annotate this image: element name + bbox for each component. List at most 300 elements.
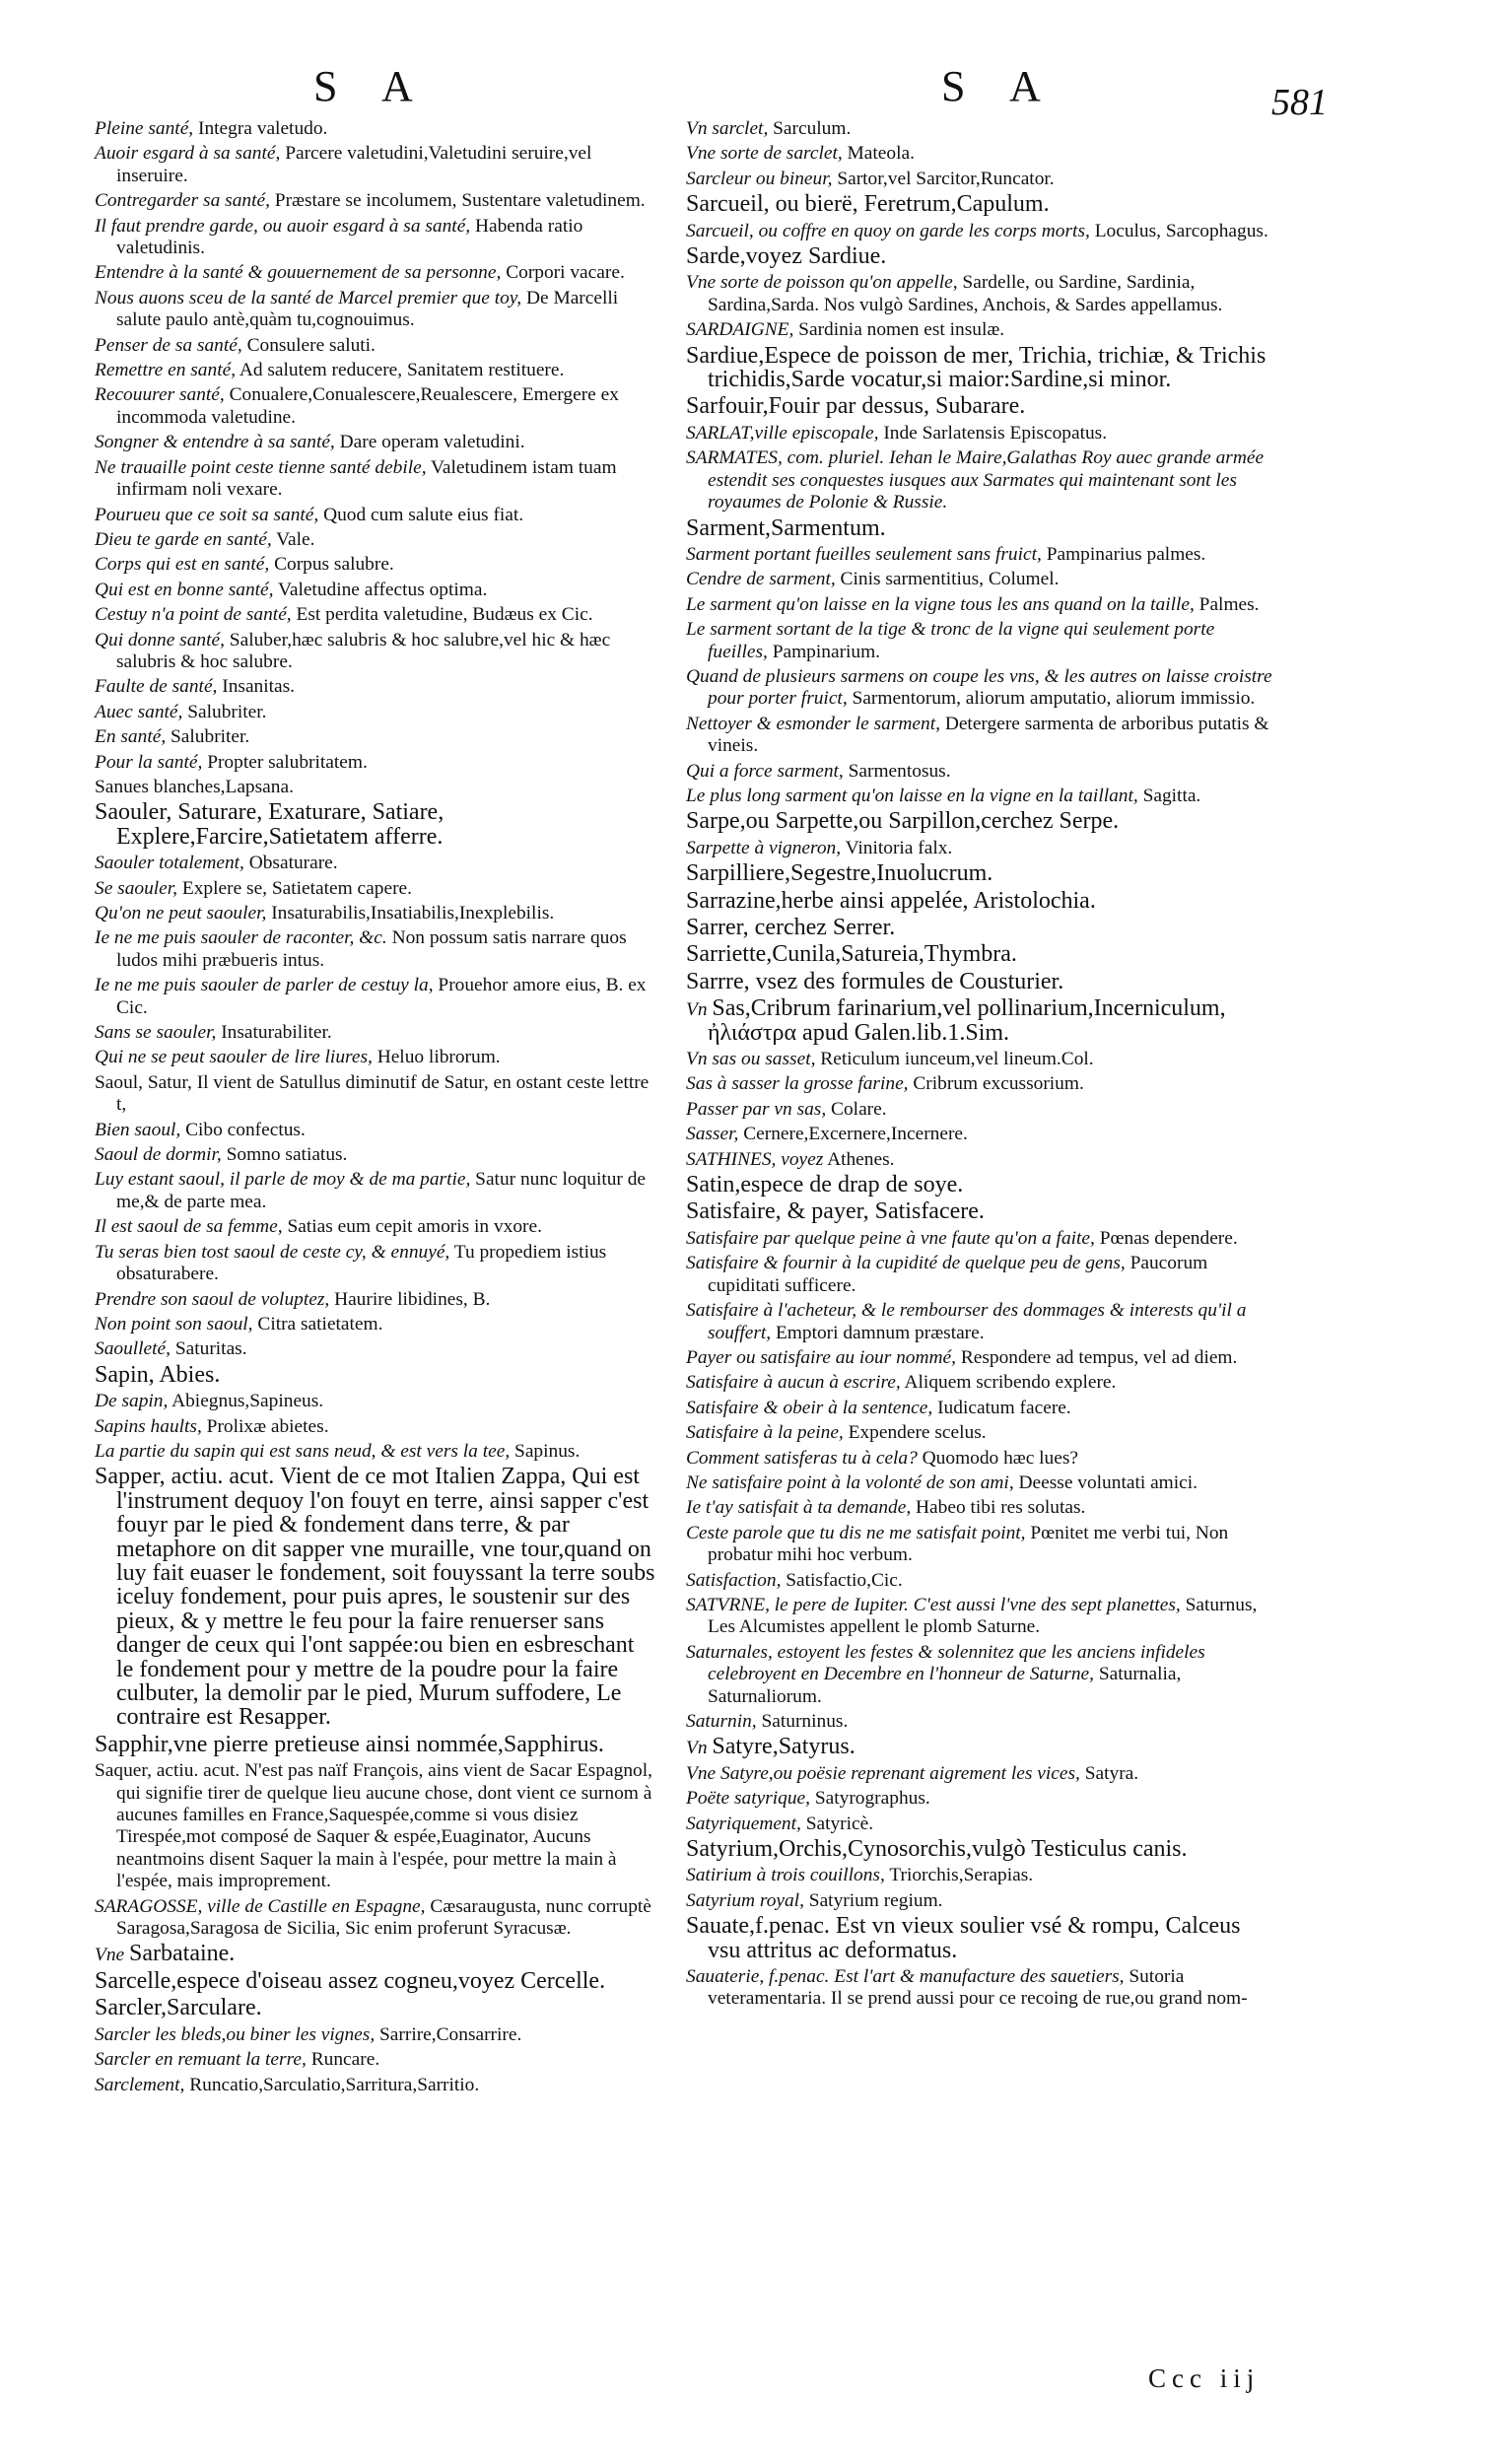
- dictionary-entry: [686, 1642, 1277, 1708]
- french-text: De sapin,: [95, 1391, 169, 1412]
- latin-text: Prolixæ abietes.: [201, 1415, 329, 1437]
- french-text: Quand de plusieurs sarmens on coupe les vns, & les autres on laisse croistre pour porter fruict,: [686, 665, 1272, 710]
- latin-text: Sutoria veteramentaria. Il se prend aussi pour ce recoing de rue,ou grand nom-: [708, 1966, 1248, 2010]
- french-text: Sarpette à vigneron,: [686, 837, 842, 858]
- latin-text: Runcare.: [306, 2049, 380, 2071]
- french-text: Recouurer santé,: [95, 384, 225, 406]
- latin-text: Sarrire,Consarrire.: [375, 2023, 522, 2045]
- latin-text: Propter salubritatem.: [202, 751, 368, 773]
- left-column: [95, 118, 656, 2099]
- latin-text: Sarbataine.: [129, 1941, 236, 1967]
- latin-text: Aliquem scribendo explere.: [900, 1372, 1117, 1394]
- french-text: Vn: [686, 999, 713, 1021]
- french-text: Ne trauaille point ceste tienne santé debile,: [95, 456, 427, 478]
- dictionary-entry: [686, 514, 1277, 541]
- dictionary-entry: [686, 1915, 1277, 1963]
- french-text: Le plus long sarment qu'on laisse en la vigne en la taillant,: [686, 785, 1138, 806]
- dictionary-entry: [95, 853, 656, 874]
- latin-text: Dare operam valetudini.: [334, 432, 525, 453]
- latin-text: Sapin, Abies.: [95, 1361, 221, 1388]
- french-text: Satyriquement,: [686, 1813, 801, 1834]
- latin-text: Sarcelle,espece d'oiseau assez cogneu,voyez Cercelle.: [95, 1967, 606, 1994]
- dictionary-entry: [686, 862, 1277, 886]
- latin-text: Detergere sarmenta de arboribus putatis & vineis.: [708, 713, 1269, 757]
- french-text: Ie ne me puis saouler de raconter, &c.: [95, 927, 387, 949]
- french-text: Vn: [686, 1738, 713, 1759]
- latin-text: Vale.: [271, 528, 315, 550]
- dictionary-entry: [95, 777, 656, 798]
- latin-text: Saluber,hæc salubris & hoc salubre,vel hic & hæc salubris & hoc salubre.: [116, 629, 611, 672]
- dictionary-entry: [95, 262, 656, 284]
- running-head-right: S A: [941, 62, 1059, 110]
- latin-text: Palmes.: [1194, 593, 1260, 615]
- dictionary-entry: [686, 1448, 1277, 1470]
- latin-text: Quomodo hæc lues?: [917, 1447, 1079, 1469]
- latin-text: Valetudinem istam tuam infirmam noli vexare.: [116, 456, 617, 501]
- latin-text: Corpori vacare.: [501, 262, 625, 284]
- dictionary-entry: [95, 903, 656, 924]
- dictionary-entry: [686, 968, 1277, 994]
- dictionary-entry: [95, 118, 656, 140]
- latin-text: Prouehor amore eius, B. ex Cic.: [116, 975, 647, 1018]
- latin-text: Respondere ad tempus, vel ad diem.: [955, 1346, 1238, 1368]
- dictionary-entry: [95, 975, 656, 1019]
- dictionary-entry: [686, 1814, 1277, 1835]
- french-text: Bien saoul,: [95, 1119, 181, 1140]
- french-text: Comment satisferas tu à cela?: [686, 1447, 918, 1469]
- dictionary-entry: [95, 1361, 656, 1388]
- dictionary-entry: [686, 1523, 1277, 1567]
- french-text: Satisfaire à aucun à escrire,: [686, 1372, 901, 1394]
- french-text: Satyrium royal,: [686, 1889, 804, 1911]
- french-text: Sarcler en remuant la terre,: [95, 2049, 307, 2071]
- latin-text: Sardelle, ou Sardine, Sardinia, Sardina,Sarda. Nos vulgò Sardines, Anchois, & Sardes appellamus.: [708, 272, 1223, 315]
- latin-text: Satyricè.: [800, 1813, 874, 1834]
- dictionary-entry: [686, 1149, 1277, 1171]
- dictionary-entry: [686, 1300, 1277, 1344]
- french-text: SARDAIGNE,: [686, 319, 794, 341]
- dictionary-entry: [95, 2075, 656, 2096]
- latin-text: Sarpe,ou Sarpette,ou Sarpillon,cerchez Serpe.: [686, 808, 1120, 835]
- latin-text: Satyrium,Orchis,Cynosorchis,vulgò Testiculus canis.: [686, 1836, 1188, 1863]
- latin-text: Sarment,Sarmentum.: [686, 514, 886, 541]
- latin-text: Satur nunc loquitur de me,& de parte mea.: [116, 1169, 647, 1212]
- latin-text: Runcatio,Sarculatio,Sarritura,Sarritio.: [184, 2074, 480, 2095]
- latin-text: Tu propediem istius obsaturabere.: [116, 1241, 607, 1285]
- french-text: Sas à sasser la grosse farine,: [686, 1073, 909, 1095]
- french-text: La partie du sapin qui est sans neud, & est vers la tee,: [95, 1440, 511, 1462]
- french-text: Saturnin,: [686, 1711, 757, 1732]
- latin-text: Parcere valetudini,Valetudini seruire,vel inseruire.: [116, 143, 592, 186]
- french-text: SARMATES, com. pluriel. Iehan le Maire,Galathas Roy auec grande armée estendit ses conquestes iusques aux Sarmates qui maintenant sont les royaumes de Polonie & Russie.: [686, 447, 1265, 513]
- french-text: Cestuy n'a point de santé,: [95, 604, 292, 626]
- dictionary-entry: [95, 554, 656, 576]
- latin-text: Haurire libidines, B.: [329, 1288, 491, 1310]
- french-text: Il est saoul de sa femme,: [95, 1216, 283, 1238]
- french-text: Satisfaire & fournir à la cupidité de quelque peu de gens,: [686, 1253, 1126, 1274]
- dictionary-entry: [95, 2024, 656, 2046]
- dictionary-entry: [95, 1997, 656, 2020]
- dictionary-entry: [686, 1711, 1277, 1733]
- french-text: Remettre en santé,: [95, 360, 237, 381]
- french-text: Satirium à trois couillons,: [686, 1865, 885, 1886]
- latin-text: Sartor,vel Sarcitor,Runcator.: [832, 168, 1055, 189]
- french-text: Sarcler les bleds,ou biner les vignes,: [95, 2023, 376, 2045]
- latin-text: Pœnitet me verbi tui, Non probatur mihi hoc verbum.: [708, 1522, 1229, 1566]
- latin-text: Satyrographus.: [810, 1788, 930, 1810]
- dictionary-entry: [686, 118, 1277, 140]
- dictionary-entry: [686, 1736, 1277, 1759]
- french-text: Satisfaire & obeir à la sentence,: [686, 1397, 933, 1418]
- dictionary-entry: [95, 1022, 656, 1044]
- dictionary-entry: [95, 190, 656, 212]
- latin-text: Cinis sarmentitius, Columel.: [835, 569, 1060, 590]
- french-text: Vne Satyre,ou poësie reprenant aigrement les vices,: [686, 1762, 1080, 1784]
- right-column: [686, 118, 1277, 2014]
- latin-text: Expendere scelus.: [843, 1422, 987, 1444]
- latin-text: Sarfouir,Fouir par dessus, Subarare.: [686, 393, 1026, 420]
- french-text: SATVRNE, le pere de Iupiter. C'est aussi l'vne des sept planettes,: [686, 1594, 1181, 1615]
- latin-text: Satyre,Satyrus.: [712, 1734, 856, 1760]
- dictionary-entry: [686, 619, 1277, 663]
- french-text: Ceste parole que tu dis ne me satisfait point,: [686, 1522, 1026, 1543]
- latin-text: Sarde,voyez Sardiue.: [686, 243, 887, 270]
- dictionary-entry: [95, 384, 656, 429]
- dictionary-entry: [686, 221, 1277, 242]
- latin-text: Abiegnus,Sapineus.: [168, 1391, 324, 1412]
- latin-text: Sarcueil, ou bierë, Feretrum,Capulum.: [686, 191, 1050, 218]
- latin-text: Satias eum cepit amoris in vxore.: [282, 1216, 542, 1238]
- dictionary-entry: [95, 726, 656, 748]
- dictionary-entry: [95, 505, 656, 526]
- dictionary-entry: [95, 801, 656, 850]
- french-text: Sarcueil, ou coffre en quoy on garde les corps morts,: [686, 220, 1090, 241]
- french-text: Nettoyer & esmonder le sarment,: [686, 713, 940, 734]
- dictionary-entry: [686, 342, 1277, 393]
- latin-text: Cæsaraugusta, nunc corruptè Saragosa,Saragosa de Sicilia, Sic enim proferunt Syracusæ.: [116, 1895, 651, 1940]
- latin-text: Sas,Cribrum farinarium,vel pollinarium,Incerniculum, ἠλιάστρα apud Galen.lib.1.Sim.: [708, 995, 1226, 1046]
- french-text: SARLAT,ville episcopale,: [686, 422, 879, 444]
- latin-text: Sapphir,vne pierre pretieuse ainsi nommée,Sapphirus.: [95, 1731, 604, 1757]
- french-text: Il faut prendre garde, ou auoir esgard à sa santé,: [95, 215, 471, 237]
- dictionary-entry: [686, 761, 1277, 783]
- latin-text: Reticulum iunceum,vel lineum.Col.: [815, 1049, 1094, 1070]
- french-text: Passer par vn sas,: [686, 1098, 827, 1120]
- french-text: Vne sorte de sarclet,: [686, 143, 843, 165]
- dictionary-entry: [686, 272, 1277, 316]
- latin-text: Triorchis,Serapias.: [884, 1865, 1034, 1886]
- dictionary-entry: [686, 544, 1277, 566]
- dictionary-entry: [95, 752, 656, 774]
- latin-text: Sauate,f.penac. Est vn vieux soulier vsé & rompu, Calceus vsu attritus ac deformatus.: [686, 1913, 1241, 1963]
- latin-text: Satin,espece de drap de soye.: [686, 1172, 964, 1198]
- latin-text: Heluo librorum.: [372, 1047, 501, 1068]
- french-text: Pourueu que ce soit sa santé,: [95, 504, 319, 525]
- dictionary-entry: [95, 360, 656, 381]
- dictionary-entry: [686, 447, 1277, 513]
- dictionary-entry: [95, 1731, 656, 1757]
- french-text: Sapins haults,: [95, 1415, 202, 1437]
- french-text: Cendre de sarment,: [686, 569, 836, 590]
- latin-text: Saturnus, Les Alcumistes appellent le plomb Saturne.: [708, 1594, 1258, 1638]
- latin-text: Sanues blanches,Lapsana.: [95, 776, 294, 797]
- dictionary-entry: [95, 1169, 656, 1213]
- french-text: Contregarder sa santé,: [95, 190, 270, 212]
- latin-text: Saturninus.: [756, 1711, 849, 1732]
- dictionary-entry: [95, 702, 656, 723]
- dictionary-entry: [686, 1865, 1277, 1886]
- dictionary-entry: [686, 1890, 1277, 1912]
- dictionary-entry: [95, 1760, 656, 1892]
- french-text: Qui a force sarment,: [686, 760, 844, 782]
- dictionary-entry: [686, 1174, 1277, 1198]
- dictionary-entry: [686, 887, 1277, 914]
- french-text: Saouler totalement,: [95, 853, 244, 874]
- latin-text: Satisfactio,Cic.: [781, 1569, 903, 1591]
- dictionary-entry: [95, 1391, 656, 1412]
- dictionary-entry: [686, 193, 1277, 217]
- latin-text: Inde Sarlatensis Episcopatus.: [878, 422, 1108, 444]
- french-text: Non point son saoul,: [95, 1313, 253, 1335]
- latin-text: Saturnalia, Saturnaliorum.: [708, 1664, 1182, 1707]
- dictionary-entry: [95, 529, 656, 551]
- signature-mark: Ccc iij: [1148, 2363, 1261, 2393]
- french-text: Dieu te garde en santé,: [95, 528, 272, 550]
- french-text: Sarcleur ou bineur,: [686, 168, 833, 189]
- latin-text: Corpus salubre.: [269, 554, 394, 576]
- latin-text: Iudicatum facere.: [932, 1397, 1071, 1418]
- french-text: Auec santé,: [95, 701, 183, 722]
- latin-text: Saquer, actiu. acut. N'est pas naïf François, ains vient de Sacar Espagnol, qui signifie tirer de quelque lieu aucune chose, dont vient ce surnom à aucunes familles en France,Saquespée,comme si vous disiez Tirespée,mot composé de Saquer & espée,Euaginator, Aucuns neantmoins disent Saquer la main à l'espée, pour mettre la main à l'espée, mais improprement.: [95, 1760, 652, 1892]
- dictionary-entry: [686, 245, 1277, 269]
- dictionary-entry: [95, 878, 656, 900]
- latin-text: Cribrum excussorium.: [908, 1073, 1084, 1095]
- latin-text: Colare.: [826, 1098, 887, 1120]
- dictionary-entry: [95, 2049, 656, 2071]
- french-text: Ie ne me puis saouler de parler de cestuy la,: [95, 975, 434, 996]
- dictionary-entry: [95, 1047, 656, 1068]
- french-text: Luy estant saoul, il parle de moy & de ma partie,: [95, 1169, 471, 1191]
- dictionary-entry: [95, 1314, 656, 1335]
- latin-text: Habenda ratio valetudinis.: [116, 215, 583, 259]
- latin-text: Pampinarium.: [767, 641, 881, 662]
- dictionary-entry: [686, 917, 1277, 940]
- french-text: Pour la santé,: [95, 751, 203, 773]
- dictionary-entry: [686, 1595, 1277, 1639]
- french-text: En santé,: [95, 726, 167, 748]
- french-text: Penser de sa santé,: [95, 334, 242, 356]
- dictionary-entry: [95, 1120, 656, 1141]
- dictionary-entry: [686, 838, 1277, 859]
- french-text: Songner & entendre à sa santé,: [95, 432, 335, 453]
- dictionary-entry: [686, 1497, 1277, 1519]
- latin-text: Pœnas dependere.: [1094, 1227, 1238, 1249]
- dictionary-entry: [95, 580, 656, 601]
- french-text: Se saouler,: [95, 877, 178, 899]
- french-text: SATHINES, voyez: [686, 1148, 824, 1170]
- dictionary-entry: [95, 143, 656, 187]
- latin-text: Mateola.: [842, 143, 915, 165]
- latin-text: Sarrer, cerchez Serrer.: [686, 915, 896, 940]
- latin-text: Citra satietatem.: [252, 1313, 383, 1335]
- dictionary-entry: [95, 630, 656, 674]
- latin-text: Sarmentosus.: [843, 760, 951, 782]
- latin-text: Emptori damnum præstare.: [771, 1322, 985, 1343]
- french-text: Saoul de dormir,: [95, 1144, 222, 1166]
- dictionary-entry: [95, 288, 656, 332]
- french-text: Ie t'ay satisfait à ta demande,: [686, 1497, 912, 1519]
- dictionary-entry: [686, 395, 1277, 419]
- dictionary-entry: [95, 432, 656, 453]
- latin-text: Sagitta.: [1137, 785, 1201, 806]
- dictionary-entry: [686, 143, 1277, 165]
- french-text: Sans se saouler,: [95, 1022, 217, 1044]
- dictionary-entry: [95, 927, 656, 972]
- dictionary-entry: [95, 1338, 656, 1360]
- latin-text: Explere se, Satietatem capere.: [177, 877, 412, 899]
- dictionary-entry: [95, 1896, 656, 1941]
- dictionary-entry: [686, 1372, 1277, 1394]
- dictionary-entry: [686, 1398, 1277, 1419]
- dictionary-entry: [686, 1472, 1277, 1494]
- latin-text: Loculus, Sarcophagus.: [1089, 220, 1268, 241]
- dictionary-entry: [95, 1289, 656, 1311]
- latin-text: Insaturabiliter.: [216, 1022, 332, 1044]
- french-text: Saturnales, estoyent les festes & solennitez que les anciens infideles celebroyent en Decembre en l'honneur de Saturne,: [686, 1641, 1205, 1685]
- dictionary-entry: [686, 1124, 1277, 1145]
- french-text: Auoir esgard à sa santé,: [95, 143, 281, 165]
- french-text: Le sarment sortant de la tige & tronc de la vigne qui seulement porte fueilles,: [686, 619, 1215, 662]
- latin-text: Sardiue,Espece de poisson de mer, Trichia, trichiæ, & Trichis trichidis,Sarde vocatur,si maior:Sardine,si minor.: [686, 342, 1266, 393]
- latin-text: Præstare se incolumem, Sustentare valetudinem.: [269, 190, 646, 212]
- latin-text: Sapinus.: [510, 1440, 581, 1462]
- dictionary-entry: [686, 1228, 1277, 1250]
- dictionary-entry: [686, 423, 1277, 445]
- latin-text: Sarcler,Sarculare.: [95, 1995, 262, 2021]
- french-text: Qui donne santé,: [95, 629, 225, 650]
- latin-text: Ad salutem reducere, Sanitatem restituere.: [236, 360, 565, 381]
- french-text: Ne satisfaire point à la volonté de son ami,: [686, 1472, 1014, 1493]
- dictionary-entry: [95, 1072, 656, 1117]
- latin-text: Sarculum.: [768, 118, 852, 139]
- dictionary-entry: [686, 1570, 1277, 1592]
- latin-text: Saoul, Satur, Il vient de Satullus diminutif de Satur, en ostant ceste lettre t,: [95, 1071, 650, 1116]
- french-text: Sasser,: [686, 1124, 739, 1145]
- latin-text: Habeo tibi res solutas.: [911, 1497, 1086, 1519]
- latin-text: Consulere saluti.: [241, 334, 376, 356]
- latin-text: Cernere,Excernere,Incernere.: [738, 1124, 968, 1145]
- french-text: Faulte de santé,: [95, 676, 218, 698]
- latin-text: Deesse voluntati amici.: [1013, 1472, 1198, 1493]
- dictionary-entry: [686, 666, 1277, 711]
- latin-text: Est perdita valetudine, Budæus ex Cic.: [291, 604, 593, 626]
- dictionary-entry: [95, 1441, 656, 1463]
- french-text: Entendre à la santé & gouuernement de sa personne,: [95, 262, 502, 284]
- latin-text: Satyrium regium.: [803, 1889, 943, 1911]
- dictionary-entry: [686, 1966, 1277, 2011]
- latin-text: Conualere,Conualescere,Reualescere, Emergere ex incommoda valetudine.: [116, 384, 619, 428]
- latin-text: Athenes.: [823, 1148, 895, 1170]
- dictionary-entry: [686, 319, 1277, 341]
- dictionary-entry: [95, 457, 656, 502]
- dictionary-entry: [686, 169, 1277, 190]
- dictionary-entry: [686, 569, 1277, 590]
- latin-text: De Marcelli salute paulo antè,quàm tu,cognouimus.: [116, 287, 619, 331]
- latin-text: Valetudine affectus optima.: [273, 579, 488, 600]
- latin-text: Sardinia nomen est insulæ.: [793, 319, 1005, 341]
- latin-text: Cibo confectus.: [180, 1119, 306, 1140]
- french-text: Tu seras bien tost saoul de ceste cy, & ennuyé,: [95, 1241, 450, 1263]
- french-text: Payer ou satisfaire au iour nommé,: [686, 1346, 956, 1368]
- dictionary-entry: [686, 810, 1277, 834]
- dictionary-entry: [95, 216, 656, 260]
- french-text: Poëte satyrique,: [686, 1788, 811, 1810]
- latin-text: Salubriter.: [166, 726, 250, 748]
- latin-text: Pampinarius palmes.: [1041, 543, 1206, 565]
- latin-text: Saouler, Saturare, Exaturare, Satiare, Explere,Farcire,Satietatem afferre.: [95, 799, 445, 850]
- french-text: Saoulleté,: [95, 1338, 171, 1360]
- latin-text: Sarriette,Cunila,Satureia,Thymbra.: [686, 941, 1017, 968]
- dictionary-entry: [686, 1253, 1277, 1297]
- latin-text: Sapper, actiu. acut. Vient de ce mot Italien Zappa, Qui est l'instrument dequoy l'on fouyt en terre, ainsi sapper c'est fouyr par le pied & fondement dans terre, & par metaphore on dit sapper vne muraille, vne tour,quand on luy fait euaser le fondement, soit fouyssant la terre soubs iceluy fondement, pour puis apres, le soustenir sur des pieux, & y mettre le feu pour la faire renuerser sans danger de ceux qui l'ont sappée:ou bien en esbreschant le fondement pour y mettre de la poudre pour la faire culbuter, la demolir par le pied, Murum suffodere, Le contraire est Resapper.: [95, 1464, 655, 1731]
- latin-text: Sarrazine,herbe ainsi appelée, Aristolochia.: [686, 887, 1096, 914]
- dictionary-entry: [95, 1416, 656, 1438]
- latin-text: Somno satiatus.: [221, 1144, 348, 1166]
- page-number: 581: [1271, 82, 1328, 123]
- french-text: Vne: [95, 1945, 129, 1966]
- dictionary-entry: [95, 604, 656, 626]
- dictionary-entry: [95, 1216, 656, 1238]
- latin-text: Satisfaire, & payer, Satisfacere.: [686, 1198, 985, 1225]
- latin-text: Paucorum cupiditati sufficere.: [708, 1253, 1208, 1296]
- latin-text: Sarpilliere,Segestre,Inuolucrum.: [686, 860, 993, 887]
- french-text: Qui ne se peut saouler de lire liures,: [95, 1047, 373, 1068]
- latin-text: Insaturabilis,Insatiabilis,Inexplebilis.: [266, 903, 555, 924]
- french-text: Vne sorte de poisson qu'on appelle,: [686, 272, 958, 294]
- french-text: Satisfaire à la peine,: [686, 1422, 844, 1444]
- running-head-left: S A: [313, 62, 431, 110]
- latin-text: Salubriter.: [182, 701, 267, 722]
- french-text: Sarment portant fueilles seulement sans fruict,: [686, 543, 1042, 565]
- dictionary-entry: [95, 1967, 656, 1994]
- dictionary-entry: [95, 1144, 656, 1166]
- french-text: Sauaterie, f.penac. Est l'art & manufacture des sauetiers,: [686, 1966, 1125, 1988]
- french-text: Vn sas ou sasset,: [686, 1049, 816, 1070]
- french-text: Satisfaire par quelque peine à vne faute qu'on a faite,: [686, 1227, 1095, 1249]
- dictionary-entry: [686, 1422, 1277, 1444]
- french-text: Pleine santé,: [95, 118, 194, 139]
- dictionary-entry: [686, 1763, 1277, 1785]
- latin-text: Satyra.: [1079, 1762, 1139, 1784]
- dictionary-entry: [686, 1073, 1277, 1095]
- dictionary-entry: [686, 786, 1277, 807]
- dictionary-entry: [686, 1099, 1277, 1121]
- french-text: Qui est en bonne santé,: [95, 579, 274, 600]
- dictionary-entry: [95, 335, 656, 357]
- french-text: Le sarment qu'on laisse en la vigne tous les ans quand on la taille,: [686, 593, 1195, 615]
- latin-text: Sarrre, vsez des formules de Cousturier.: [686, 968, 1064, 994]
- latin-text: Sarmentorum, aliorum amputatio, aliorum immissio.: [847, 688, 1256, 710]
- french-text: Prendre son saoul de voluptez,: [95, 1288, 330, 1310]
- dictionary-entry: [686, 997, 1277, 1046]
- french-text: Nous auons sceu de la santé de Marcel premier que toy,: [95, 287, 522, 308]
- dictionary-entry: [686, 1838, 1277, 1862]
- dictionary-entry: [686, 1347, 1277, 1369]
- latin-text: Quod cum salute eius fiat.: [318, 504, 524, 525]
- french-text: Corps qui est en santé,: [95, 554, 270, 576]
- dictionary-entry: [95, 1242, 656, 1286]
- dictionary-entry: [686, 1788, 1277, 1810]
